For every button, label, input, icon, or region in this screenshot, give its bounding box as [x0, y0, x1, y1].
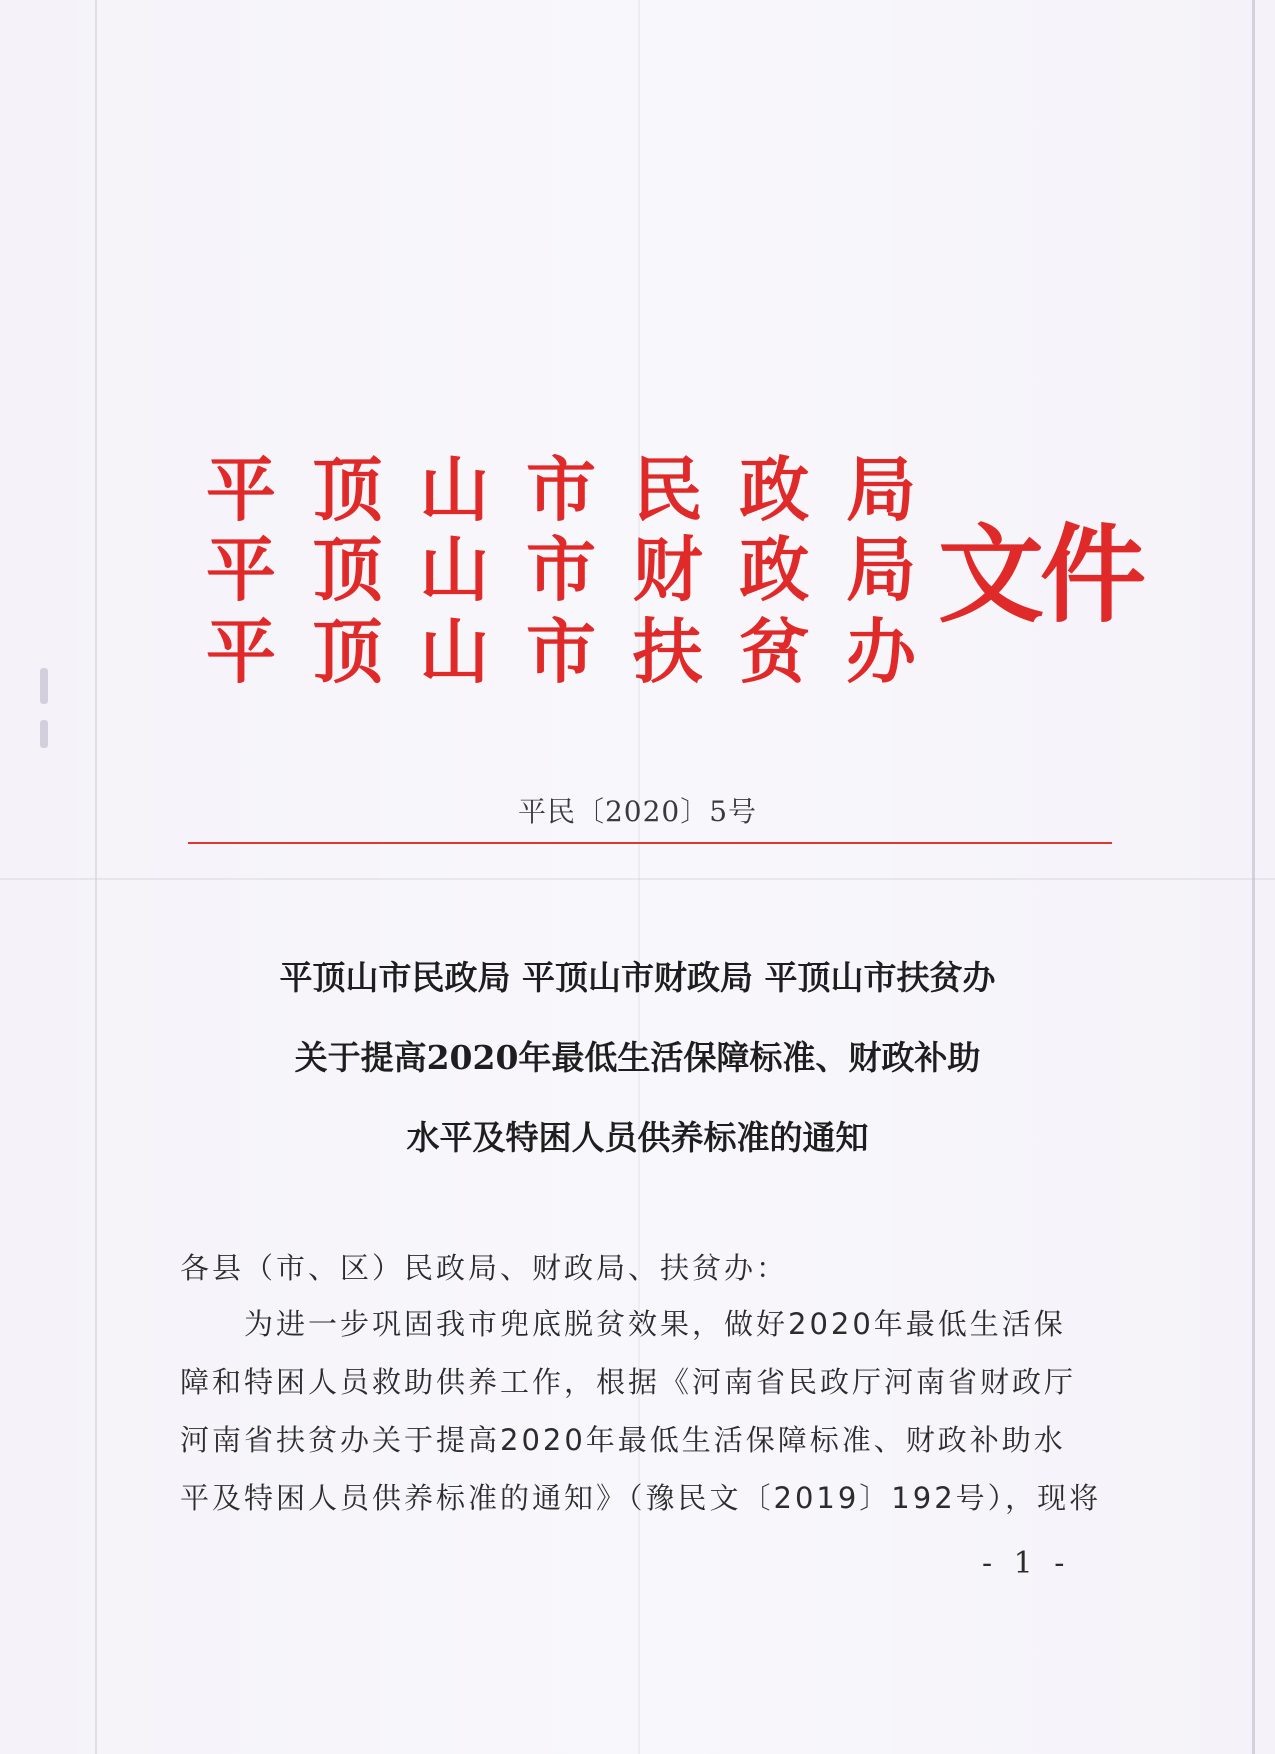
masthead-document-suffix: 文件: [938, 512, 1142, 637]
body-line: 为进一步巩固我市兜底脱贫效果，做好2020年最低生活保: [244, 1307, 1066, 1341]
red-separator-rule: [188, 842, 1112, 844]
fold-line: [0, 878, 1275, 880]
document-number: 平民〔2020〕5号: [517, 795, 758, 828]
title-line-1: 平顶山市民政局 平顶山市财政局 平顶山市扶贫办: [279, 958, 996, 997]
body-line: 平及特困人员供养标准的通知》（豫民文〔2019〕192号），现将: [180, 1481, 1102, 1515]
fold-line: [95, 0, 97, 1754]
masthead-line-poverty-office: 平 顶 山 市 扶 贫 办: [206, 610, 916, 693]
body-line: 河南省扶贫办关于提高2020年最低生活保障标准、财政补助水: [180, 1423, 1066, 1457]
body-line: 障和特困人员救助供养工作，根据《河南省民政厅河南省财政厅: [180, 1365, 1077, 1399]
addressee: 各县（市、区）民政局、财政局、扶贫办：: [180, 1251, 789, 1285]
binding-mark: [40, 720, 48, 748]
title-line-2: 关于提高2020年最低生活保障标准、财政补助: [294, 1038, 981, 1077]
masthead-line-finance: 平 顶 山 市 财 政 局: [206, 528, 916, 611]
page-number: - 1 -: [982, 1546, 1071, 1581]
title-line-3: 水平及特困人员供养标准的通知: [406, 1118, 869, 1157]
paper-edge: [1252, 0, 1255, 1754]
binding-mark: [40, 668, 48, 704]
masthead-line-civil-affairs: 平 顶 山 市 民 政 局: [206, 448, 916, 531]
